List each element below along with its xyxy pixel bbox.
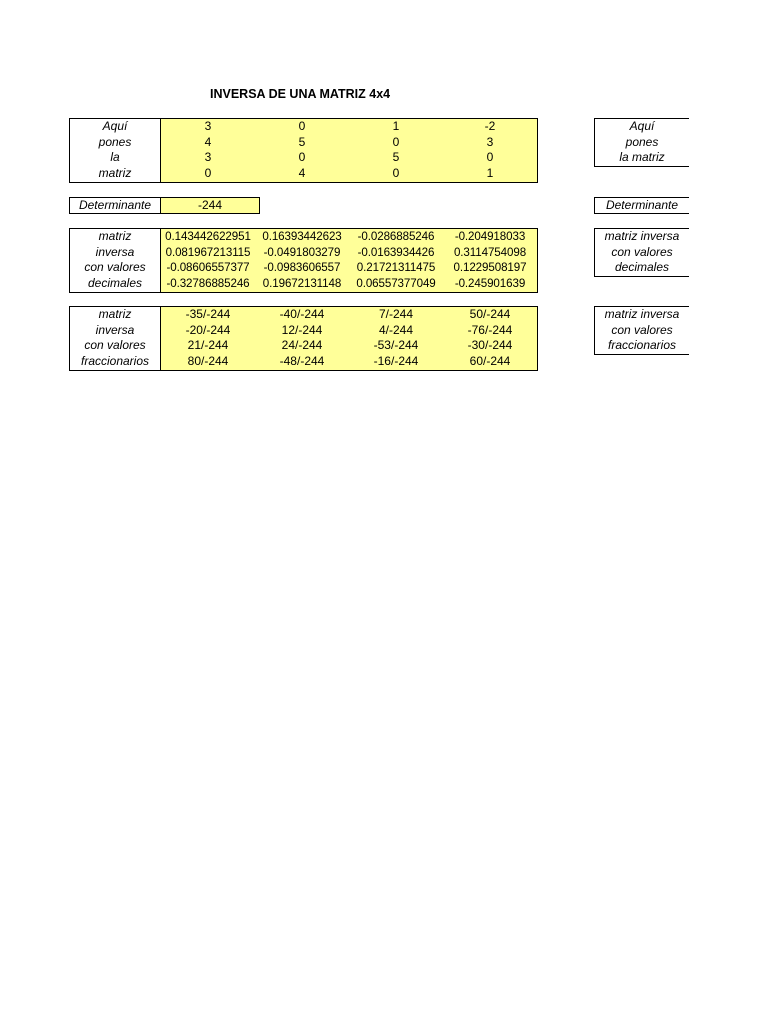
inverse-fraction-cell[interactable]: 50/-244: [469, 307, 511, 321]
side-label-line: Determinante: [605, 198, 679, 212]
inverse-decimal-cell[interactable]: -0.204918033: [454, 230, 526, 243]
matrix-cell[interactable]: 3: [204, 150, 212, 165]
matrix-cell[interactable]: 0: [204, 166, 212, 181]
inverse-decimal-cell[interactable]: -0.0286885246: [357, 230, 435, 243]
input-matrix-side-label: [594, 118, 689, 167]
table-row: [70, 245, 537, 261]
inverse-decimal-cell[interactable]: -0.245901639: [454, 277, 526, 291]
table-row: [70, 323, 537, 339]
side-label-line: pones: [625, 134, 659, 149]
inverse-fraction-cell[interactable]: -30/-244: [467, 338, 513, 353]
inverse-fraction-cell[interactable]: 80/-244: [187, 354, 229, 369]
determinant-block: [69, 197, 260, 214]
inverse-decimal-cell[interactable]: 0.1229508197: [453, 261, 527, 275]
inverse-decimal-cell[interactable]: 0.3114754098: [453, 245, 527, 259]
side-label-line: Aquí: [629, 119, 655, 133]
inverse-fraction-cell[interactable]: -48/-244: [279, 354, 325, 369]
inverse-decimal-cell[interactable]: 0.143442622951: [165, 230, 251, 243]
table-row: [70, 166, 537, 182]
row-label: Aquí: [70, 119, 161, 135]
page-title: INVERSA DE UNA MATRIZ 4x4: [210, 87, 391, 101]
table-row: [70, 119, 537, 135]
matrix-cell[interactable]: 5: [298, 134, 306, 149]
inverse-decimal-cell[interactable]: 0.19672131148: [262, 277, 342, 291]
inverse-fraction-block: [69, 306, 538, 371]
determinant-side-label: [594, 197, 689, 214]
matrix-cell[interactable]: 0: [486, 150, 494, 165]
inverse-fraction-cell[interactable]: -40/-244: [279, 307, 325, 321]
inverse-fraction-cell[interactable]: -76/-244: [467, 322, 513, 337]
side-label-line: la matriz: [619, 150, 665, 165]
matrix-cell[interactable]: 4: [204, 134, 212, 149]
inverse-fraction-cell[interactable]: 7/-244: [378, 307, 414, 321]
inverse-decimal-cell[interactable]: 0.16393442623: [262, 230, 342, 243]
matrix-cell[interactable]: 1: [486, 166, 494, 181]
side-label-line: con valores: [611, 244, 673, 259]
table-row: [70, 338, 537, 354]
inverse-fraction-cell[interactable]: 21/-244: [187, 338, 229, 353]
inverse-fraction-cell[interactable]: -35/-244: [185, 307, 231, 321]
inverse-decimal-side-label: [594, 228, 689, 277]
table-row: [70, 260, 537, 276]
inverse-decimal-cell[interactable]: 0.21721311475: [356, 261, 436, 275]
side-label-line: decimales: [614, 260, 670, 275]
inverse-fraction-cell[interactable]: 4/-244: [378, 322, 414, 337]
table-row: [70, 307, 537, 323]
inverse-decimal-block: [69, 228, 538, 293]
matrix-cell[interactable]: 3: [486, 134, 494, 149]
input-matrix-block: [69, 118, 538, 183]
inverse-decimal-cell[interactable]: -0.08606557377: [166, 261, 250, 275]
row-label: matriz: [70, 307, 161, 323]
table-row: [70, 150, 537, 166]
inverse-fraction-cell[interactable]: 24/-244: [281, 338, 323, 353]
table-row: [70, 354, 537, 370]
side-label-line: matriz inversa: [604, 229, 680, 243]
matrix-cell[interactable]: 0: [298, 119, 306, 133]
inverse-decimal-cell[interactable]: 0.081967213115: [165, 245, 251, 259]
row-label: matriz: [70, 229, 161, 245]
inverse-decimal-cell[interactable]: -0.0983606557: [263, 261, 341, 275]
matrix-cell[interactable]: 4: [298, 166, 306, 181]
determinant-value[interactable]: -244: [161, 198, 259, 213]
side-label-line: fraccionarios: [607, 338, 677, 353]
table-row: [70, 229, 537, 245]
row-label: con valores: [70, 260, 161, 276]
row-label: con valores: [70, 338, 161, 354]
side-label-line: con valores: [611, 322, 673, 337]
row-label: decimales: [70, 276, 161, 292]
inverse-decimal-cell[interactable]: -0.0163934426: [357, 245, 435, 259]
row-label: la: [70, 150, 161, 166]
table-row: [70, 276, 537, 292]
inverse-decimal-cell[interactable]: 0.06557377049: [356, 277, 436, 291]
matrix-cell[interactable]: -2: [484, 119, 496, 133]
table-row: [70, 135, 537, 151]
inverse-decimal-cell[interactable]: -0.32786885246: [166, 277, 250, 291]
matrix-cell[interactable]: 0: [298, 150, 306, 165]
inverse-fraction-cell[interactable]: -16/-244: [373, 354, 419, 369]
inverse-fraction-cell[interactable]: -20/-244: [185, 322, 231, 337]
inverse-decimal-cell[interactable]: -0.0491803279: [263, 245, 341, 259]
inverse-fraction-cell[interactable]: 60/-244: [469, 354, 511, 369]
matrix-cell[interactable]: 0: [392, 166, 400, 181]
row-label: fraccionarios: [70, 354, 161, 370]
inverse-fraction-side-label: [594, 306, 689, 355]
row-label: matriz: [70, 166, 161, 182]
matrix-cell[interactable]: 3: [204, 119, 212, 133]
side-label-line: matriz inversa: [604, 307, 680, 321]
matrix-cell[interactable]: 1: [392, 119, 400, 133]
inverse-fraction-cell[interactable]: -53/-244: [373, 338, 419, 353]
matrix-cell[interactable]: 5: [392, 150, 400, 165]
inverse-fraction-cell[interactable]: 12/-244: [281, 322, 323, 337]
determinant-label: Determinante: [70, 198, 161, 213]
matrix-cell[interactable]: 0: [392, 134, 400, 149]
row-label: inversa: [70, 245, 161, 261]
row-label: pones: [70, 135, 161, 151]
row-label: inversa: [70, 323, 161, 339]
